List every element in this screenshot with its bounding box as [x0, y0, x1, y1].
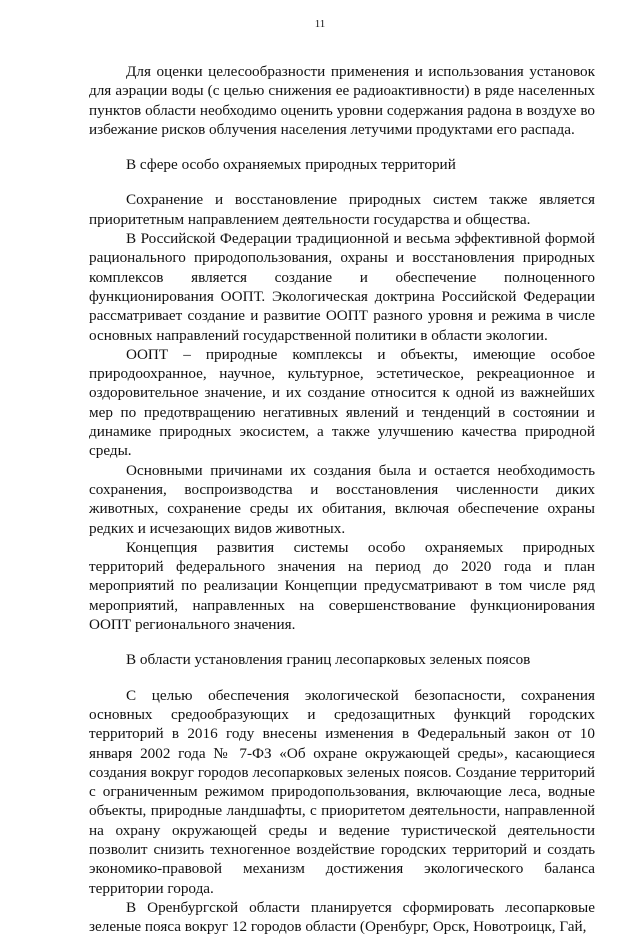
paragraph-environmental-safety: С целью обеспечения экологической безопасности, сохранения основных средообразующих и средозащитных функций городских территорий в 2016 году внесены изменения в Федеральный закон от 10 января 2002 года № 7-ФЗ «Об охране окружающей среды», касающиеся создания вокруг городов лесопарковых зеленых поясов. Создание территорий с ограниченным режимом природопользования, включающие леса, водные объекты, природные ландшафты, с приоритетом деятельности, направленной на охрану окружающей среды и ведение туристической деятельности позволит снизить техногенное воздействие городских территорий и создать экономико-правовой механизм достижения экологического баланса территории города. [89, 686, 595, 897]
section-heading-green-belts: В области установления границ лесопарковых зеленых поясов [126, 651, 531, 669]
paragraph-oopt-definition: ООПТ – природные комплексы и объекты, имеющие особое природоохранное, научное, культурное, эстетическое, рекреационное и оздоровительное значение, и их создание относится к одной из важнейших мер по предотвращению негативных явлений и тенденций в состоянии и динамике природных экосистем, а также улучшению качества природной среды. [89, 345, 595, 460]
paragraph-russian-federation: В Российской Федерации традиционной и весьма эффективной формой рационального природопользования, охраны и восстановления природных комплексов является создание и обеспечение полноценного функционирования ООПТ. Экологическая доктрина Российской Федерации рассматривает создание и развитие ООПТ разного уровня и режима в числе основных направлений государственной политики в области экологии. [89, 230, 595, 344]
paragraph-radon: Для оценки целесообразности применения и использования установок для аэрации воды (с целью снижения ее радиоактивности) в ряде населенных пунктов области необходимо оценить уровни содержания радона в воздухе во избежание рисков облучения населения летучими продуктами его распада. [89, 63, 595, 138]
paragraph-main-reasons: Основными причинами их создания была и остается необходимость сохранения, воспроизводства и восстановления численности диких животных, сохранение среды их обитания, включая обеспечение охраны редких и исчезающих видов животных. [89, 461, 595, 537]
paragraph-orenburg-region: В Оренбургской области планируется сформировать лесопарковые зеленые пояса вокруг 12 городов области (Оренбург, Орск, Новотроицк, Гай, [89, 898, 595, 936]
paragraph-preservation: Сохранение и восстановление природных систем также является приоритетным направлением деятельности государства и общества. [89, 191, 595, 228]
paragraph-concept: Концепция развития системы особо охраняемых природных территорий федерального значения на период до 2020 года и план мероприятий по реализации Концепции предусматривают в том числе ряд мероприятий, направленных на совершенствование функционирования ООПТ регионального значения. [89, 538, 595, 634]
page-number: 11 [314, 18, 326, 30]
section-heading-protected-areas: В сфере особо охраняемых природных территорий [126, 156, 456, 174]
document-body [89, 62, 595, 936]
